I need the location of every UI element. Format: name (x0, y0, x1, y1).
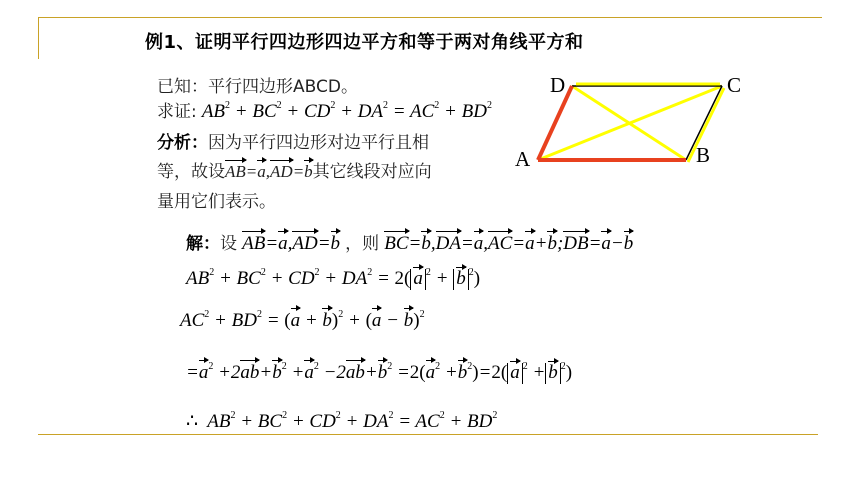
analysis-text-3: 量用它们表示。 (157, 192, 276, 212)
analysis-text-2-post: 其它线段对应向 (312, 162, 432, 182)
solution-then-word: ，则 (345, 234, 380, 254)
vertex-c-label: C (727, 73, 742, 97)
given-text: 平行四边形ABCD。 (208, 77, 358, 97)
page-title: 例1、证明平行四边形四边平方和等于两对角线平方和 (145, 32, 584, 53)
bottom-rule (38, 434, 818, 435)
vertex-b-label: B (696, 143, 711, 167)
step-3: $=a^2 +2ab+b^2 +a^2 -2ab+b^2 =2(a^2 +b^2)=2$( a $^2$ + b $^2$) (186, 361, 573, 383)
solution-line (186, 229, 633, 255)
parallelogram-figure (510, 68, 760, 178)
left-rule (38, 17, 39, 59)
analysis-vector-assumption: AB=a,AD=b (225, 162, 313, 181)
top-rule (38, 17, 822, 18)
step-1: $AB^2 + BC^2 + CD^2 + DA^2 = 2$( a $^2$ + b $^2$) (186, 267, 481, 289)
diagonal-bd (572, 86, 686, 160)
analysis-line-3 (157, 187, 276, 212)
solution-set-word: 设 (220, 234, 237, 254)
vertex-a-label: A (515, 147, 531, 171)
analysis-label: 分析： (157, 133, 208, 153)
analysis-text-1: 因为平行四边形对边平行且相 (208, 133, 429, 153)
solution-relations: BC=b,DA=a,AC=a+b;DB=a−b (384, 233, 634, 254)
solution-assumption: AB=a,AD=b (242, 233, 341, 254)
analysis-text-2-pre: 等，故设 (157, 162, 225, 182)
prove-line (157, 97, 492, 123)
prove-label: 求证: (157, 102, 197, 122)
given-line (157, 72, 358, 97)
prove-expression: $AB^2 + BC^2 + CD^2 + DA^2 = AC^2 + BD^2$ (201, 100, 492, 122)
given-label: 已知： (157, 77, 208, 97)
vertex-d-label: D (550, 73, 566, 97)
step-2: $AC^2 + BD^2 = (a + b)^2 + (a - b)^2$ (180, 309, 425, 331)
solution-label: 解： (186, 234, 220, 254)
step-4: ∴ $AB^2 + BC^2 + CD^2 + DA^2 = AC^2 + BD^2$ (186, 410, 498, 432)
analysis-line-1 (157, 128, 429, 153)
analysis-line-2 (157, 157, 432, 182)
